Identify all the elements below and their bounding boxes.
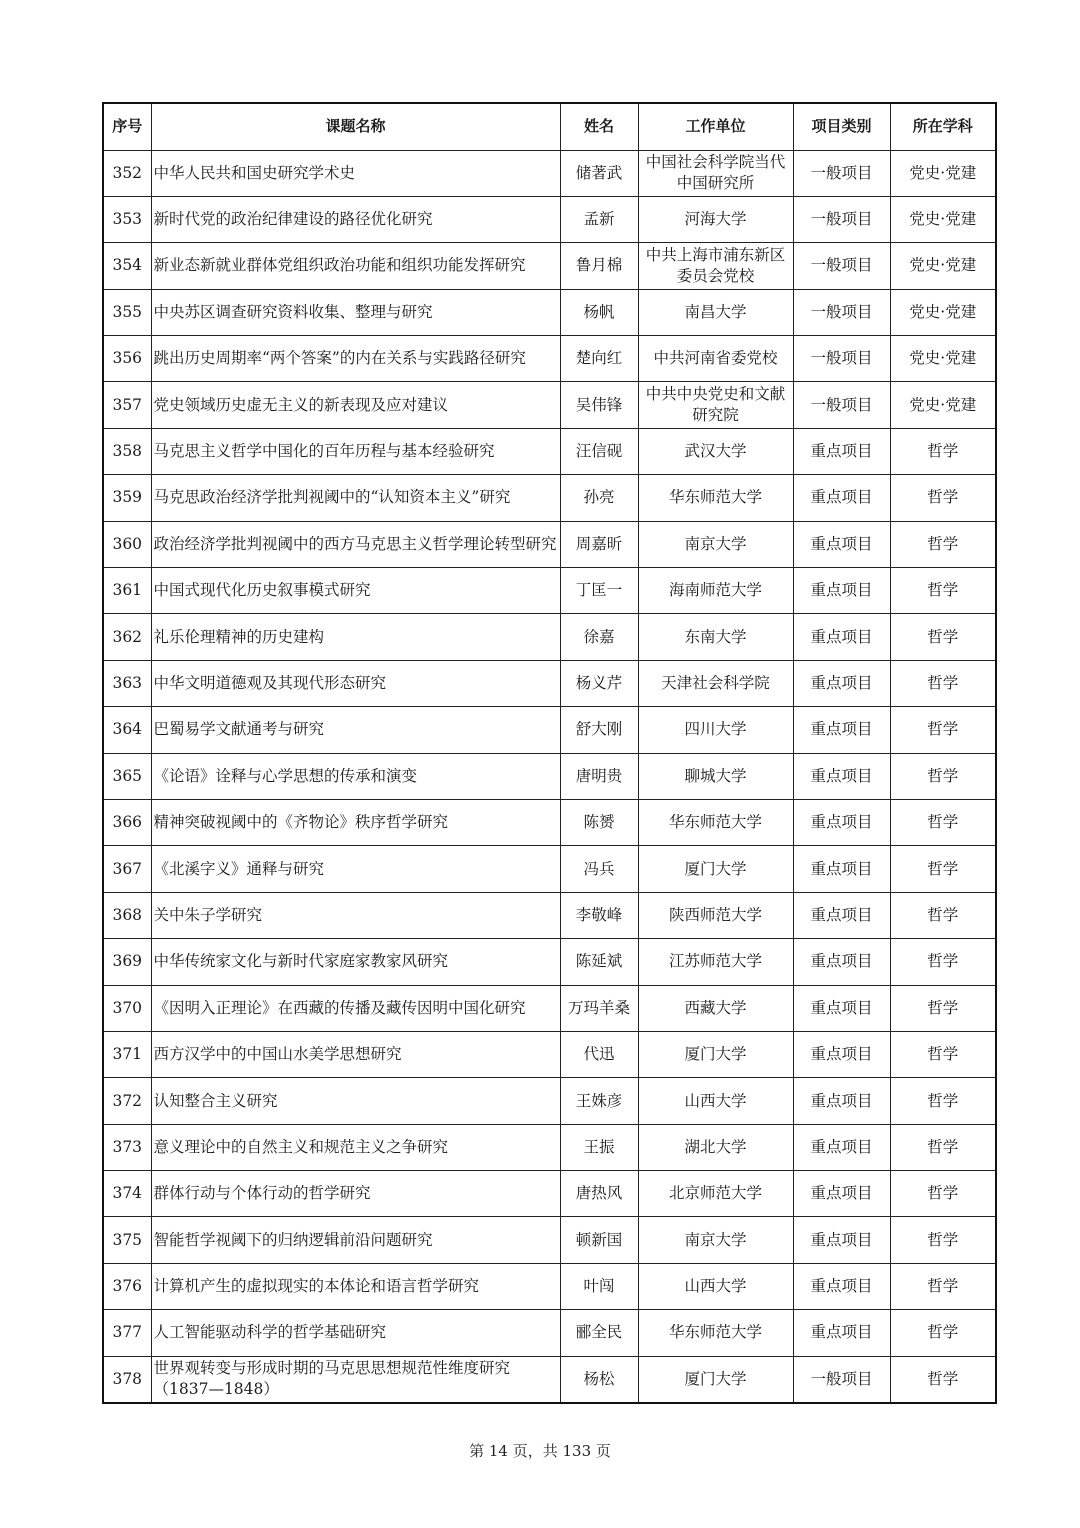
cell-unit: 中共上海市浦东新区委员会党校 bbox=[638, 243, 793, 289]
cell-type: 重点项目 bbox=[793, 1078, 890, 1124]
cell-unit: 东南大学 bbox=[638, 614, 793, 660]
cell-unit: 中共河南省委党校 bbox=[638, 336, 793, 382]
table-row bbox=[103, 243, 996, 289]
cell-title: 新时代党的政治纪律建设的路径优化研究 bbox=[151, 196, 560, 242]
cell-unit: 天津社会科学院 bbox=[638, 660, 793, 706]
cell-type: 一般项目 bbox=[793, 243, 890, 289]
table-row bbox=[103, 289, 996, 335]
header-unit: 工作单位 bbox=[638, 103, 793, 150]
cell-type: 重点项目 bbox=[793, 1217, 890, 1263]
cell-type: 重点项目 bbox=[793, 1171, 890, 1217]
cell-name: 杨义芹 bbox=[560, 660, 638, 706]
table-row bbox=[103, 428, 996, 474]
table-row bbox=[103, 846, 996, 892]
table-row bbox=[103, 1078, 996, 1124]
cell-field: 哲学 bbox=[890, 475, 996, 521]
cell-field: 哲学 bbox=[890, 1310, 996, 1356]
cell-serial: 362 bbox=[103, 614, 151, 660]
cell-title: 跳出历史周期率“两个答案”的内在关系与实践路径研究 bbox=[151, 336, 560, 382]
cell-field: 哲学 bbox=[890, 660, 996, 706]
cell-type: 一般项目 bbox=[793, 196, 890, 242]
cell-type: 重点项目 bbox=[793, 521, 890, 567]
cell-name: 周嘉昕 bbox=[560, 521, 638, 567]
cell-serial: 365 bbox=[103, 753, 151, 799]
cell-name: 楚向红 bbox=[560, 336, 638, 382]
table-row bbox=[103, 660, 996, 706]
table-row bbox=[103, 1263, 996, 1309]
cell-field: 党史·党建 bbox=[890, 150, 996, 196]
cell-field: 哲学 bbox=[890, 568, 996, 614]
cell-name: 储著武 bbox=[560, 150, 638, 196]
cell-type: 重点项目 bbox=[793, 614, 890, 660]
table-row bbox=[103, 1356, 996, 1402]
cell-type: 重点项目 bbox=[793, 799, 890, 845]
cell-field: 党史·党建 bbox=[890, 196, 996, 242]
cell-unit: 华东师范大学 bbox=[638, 799, 793, 845]
cell-serial: 358 bbox=[103, 428, 151, 474]
cell-name: 陈延斌 bbox=[560, 939, 638, 985]
cell-serial: 356 bbox=[103, 336, 151, 382]
table-row bbox=[103, 1310, 996, 1356]
cell-unit: 厦门大学 bbox=[638, 846, 793, 892]
cell-unit: 聊城大学 bbox=[638, 753, 793, 799]
cell-field: 哲学 bbox=[890, 799, 996, 845]
table-row bbox=[103, 892, 996, 938]
cell-title: 《论语》诠释与心学思想的传承和演变 bbox=[151, 753, 560, 799]
cell-type: 重点项目 bbox=[793, 1124, 890, 1170]
cell-type: 一般项目 bbox=[793, 1356, 890, 1402]
cell-serial: 370 bbox=[103, 985, 151, 1031]
cell-name: 鲁月棉 bbox=[560, 243, 638, 289]
cell-title: 群体行动与个体行动的哲学研究 bbox=[151, 1171, 560, 1217]
cell-title: 世界观转变与形成时期的马克思思想规范性维度研究（1837—1848） bbox=[151, 1356, 560, 1402]
table-row bbox=[103, 521, 996, 567]
table-row bbox=[103, 475, 996, 521]
table-row bbox=[103, 196, 996, 242]
cell-serial: 364 bbox=[103, 707, 151, 753]
cell-serial: 357 bbox=[103, 382, 151, 428]
cell-unit: 中共中央党史和文献研究院 bbox=[638, 382, 793, 428]
cell-field: 哲学 bbox=[890, 1031, 996, 1077]
cell-title: 新业态新就业群体党组织政治功能和组织功能发挥研究 bbox=[151, 243, 560, 289]
cell-title: 马克思主义哲学中国化的百年历程与基本经验研究 bbox=[151, 428, 560, 474]
cell-title: 西方汉学中的中国山水美学思想研究 bbox=[151, 1031, 560, 1077]
cell-name: 孙亮 bbox=[560, 475, 638, 521]
cell-title: 马克思政治经济学批判视阈中的“认知资本主义”研究 bbox=[151, 475, 560, 521]
cell-field: 党史·党建 bbox=[890, 382, 996, 428]
page-footer: 第 14 页，共 133 页 bbox=[469, 1442, 611, 1460]
cell-type: 重点项目 bbox=[793, 475, 890, 521]
cell-field: 哲学 bbox=[890, 707, 996, 753]
cell-unit: 河海大学 bbox=[638, 196, 793, 242]
cell-type: 重点项目 bbox=[793, 1031, 890, 1077]
cell-unit: 厦门大学 bbox=[638, 1031, 793, 1077]
cell-field: 哲学 bbox=[890, 1217, 996, 1263]
cell-type: 重点项目 bbox=[793, 707, 890, 753]
cell-title: 中国式现代化历史叙事模式研究 bbox=[151, 568, 560, 614]
cell-title: 智能哲学视阈下的归纳逻辑前沿问题研究 bbox=[151, 1217, 560, 1263]
cell-field: 哲学 bbox=[890, 985, 996, 1031]
table-row bbox=[103, 336, 996, 382]
cell-field: 哲学 bbox=[890, 614, 996, 660]
cell-serial: 374 bbox=[103, 1171, 151, 1217]
cell-field: 党史·党建 bbox=[890, 336, 996, 382]
cell-title: 计算机产生的虚拟现实的本体论和语言哲学研究 bbox=[151, 1263, 560, 1309]
cell-unit: 南京大学 bbox=[638, 521, 793, 567]
cell-name: 吴伟锋 bbox=[560, 382, 638, 428]
cell-serial: 378 bbox=[103, 1356, 151, 1402]
cell-name: 李敬峰 bbox=[560, 892, 638, 938]
table-row bbox=[103, 1217, 996, 1263]
cell-name: 唐热风 bbox=[560, 1171, 638, 1217]
cell-title: 《因明入正理论》在西藏的传播及藏传因明中国化研究 bbox=[151, 985, 560, 1031]
cell-field: 党史·党建 bbox=[890, 289, 996, 335]
table-row bbox=[103, 799, 996, 845]
cell-title: 中央苏区调查研究资料收集、整理与研究 bbox=[151, 289, 560, 335]
cell-name: 杨松 bbox=[560, 1356, 638, 1402]
project-table bbox=[102, 102, 997, 1404]
cell-type: 重点项目 bbox=[793, 846, 890, 892]
table-row bbox=[103, 939, 996, 985]
table-row bbox=[103, 150, 996, 196]
cell-type: 重点项目 bbox=[793, 985, 890, 1031]
cell-name: 丁匡一 bbox=[560, 568, 638, 614]
cell-name: 代迅 bbox=[560, 1031, 638, 1077]
cell-title: 中华人民共和国史研究学术史 bbox=[151, 150, 560, 196]
cell-unit: 陕西师范大学 bbox=[638, 892, 793, 938]
cell-serial: 377 bbox=[103, 1310, 151, 1356]
cell-field: 哲学 bbox=[890, 1263, 996, 1309]
table-row bbox=[103, 568, 996, 614]
cell-unit: 海南师范大学 bbox=[638, 568, 793, 614]
cell-unit: 山西大学 bbox=[638, 1263, 793, 1309]
cell-serial: 369 bbox=[103, 939, 151, 985]
cell-title: 礼乐伦理精神的历史建构 bbox=[151, 614, 560, 660]
cell-serial: 375 bbox=[103, 1217, 151, 1263]
cell-serial: 376 bbox=[103, 1263, 151, 1309]
cell-serial: 360 bbox=[103, 521, 151, 567]
cell-field: 哲学 bbox=[890, 521, 996, 567]
table-row bbox=[103, 614, 996, 660]
cell-type: 一般项目 bbox=[793, 336, 890, 382]
cell-title: 政治经济学批判视阈中的西方马克思主义哲学理论转型研究 bbox=[151, 521, 560, 567]
header-field: 所在学科 bbox=[890, 103, 996, 150]
header-serial: 序号 bbox=[103, 103, 151, 150]
table-row bbox=[103, 707, 996, 753]
cell-title: 人工智能驱动科学的哲学基础研究 bbox=[151, 1310, 560, 1356]
cell-type: 重点项目 bbox=[793, 753, 890, 799]
table-body bbox=[103, 150, 996, 1403]
cell-title: 意义理论中的自然主义和规范主义之争研究 bbox=[151, 1124, 560, 1170]
cell-name: 舒大刚 bbox=[560, 707, 638, 753]
cell-name: 叶闯 bbox=[560, 1263, 638, 1309]
cell-serial: 353 bbox=[103, 196, 151, 242]
cell-serial: 368 bbox=[103, 892, 151, 938]
cell-title: 《北溪字义》通释与研究 bbox=[151, 846, 560, 892]
cell-title: 巴蜀易学文献通考与研究 bbox=[151, 707, 560, 753]
table-row bbox=[103, 1031, 996, 1077]
cell-unit: 湖北大学 bbox=[638, 1124, 793, 1170]
cell-title: 认知整合主义研究 bbox=[151, 1078, 560, 1124]
cell-type: 重点项目 bbox=[793, 568, 890, 614]
cell-type: 重点项目 bbox=[793, 660, 890, 706]
cell-serial: 366 bbox=[103, 799, 151, 845]
cell-unit: 北京师范大学 bbox=[638, 1171, 793, 1217]
cell-unit: 武汉大学 bbox=[638, 428, 793, 474]
header-title: 课题名称 bbox=[151, 103, 560, 150]
header-name: 姓名 bbox=[560, 103, 638, 150]
cell-field: 哲学 bbox=[890, 1078, 996, 1124]
table-header-row bbox=[103, 103, 996, 150]
cell-serial: 371 bbox=[103, 1031, 151, 1077]
cell-serial: 361 bbox=[103, 568, 151, 614]
cell-unit: 山西大学 bbox=[638, 1078, 793, 1124]
cell-name: 万玛羊桑 bbox=[560, 985, 638, 1031]
cell-unit: 厦门大学 bbox=[638, 1356, 793, 1402]
cell-type: 重点项目 bbox=[793, 892, 890, 938]
cell-type: 重点项目 bbox=[793, 939, 890, 985]
cell-serial: 372 bbox=[103, 1078, 151, 1124]
cell-field: 哲学 bbox=[890, 846, 996, 892]
cell-unit: 西藏大学 bbox=[638, 985, 793, 1031]
cell-field: 哲学 bbox=[890, 428, 996, 474]
cell-serial: 354 bbox=[103, 243, 151, 289]
cell-type: 重点项目 bbox=[793, 428, 890, 474]
cell-name: 郦全民 bbox=[560, 1310, 638, 1356]
cell-field: 哲学 bbox=[890, 939, 996, 985]
cell-field: 哲学 bbox=[890, 1171, 996, 1217]
cell-title: 关中朱子学研究 bbox=[151, 892, 560, 938]
cell-type: 一般项目 bbox=[793, 150, 890, 196]
cell-field: 哲学 bbox=[890, 892, 996, 938]
table-row bbox=[103, 382, 996, 428]
cell-type: 一般项目 bbox=[793, 382, 890, 428]
table-row bbox=[103, 985, 996, 1031]
cell-unit: 中国社会科学院当代中国研究所 bbox=[638, 150, 793, 196]
cell-unit: 南京大学 bbox=[638, 1217, 793, 1263]
cell-unit: 江苏师范大学 bbox=[638, 939, 793, 985]
cell-field: 哲学 bbox=[890, 1124, 996, 1170]
cell-type: 重点项目 bbox=[793, 1310, 890, 1356]
cell-field: 哲学 bbox=[890, 1356, 996, 1402]
cell-name: 杨帆 bbox=[560, 289, 638, 335]
cell-type: 一般项目 bbox=[793, 289, 890, 335]
cell-unit: 华东师范大学 bbox=[638, 475, 793, 521]
cell-serial: 363 bbox=[103, 660, 151, 706]
cell-name: 汪信砚 bbox=[560, 428, 638, 474]
cell-serial: 352 bbox=[103, 150, 151, 196]
cell-serial: 355 bbox=[103, 289, 151, 335]
cell-type: 重点项目 bbox=[793, 1263, 890, 1309]
cell-unit: 四川大学 bbox=[638, 707, 793, 753]
cell-title: 党史领域历史虚无主义的新表现及应对建议 bbox=[151, 382, 560, 428]
cell-unit: 华东师范大学 bbox=[638, 1310, 793, 1356]
cell-name: 徐嘉 bbox=[560, 614, 638, 660]
cell-title: 中华传统家文化与新时代家庭家教家风研究 bbox=[151, 939, 560, 985]
table-row bbox=[103, 1171, 996, 1217]
table-row bbox=[103, 1124, 996, 1170]
cell-title: 精神突破视阈中的《齐物论》秩序哲学研究 bbox=[151, 799, 560, 845]
cell-serial: 373 bbox=[103, 1124, 151, 1170]
cell-name: 顿新国 bbox=[560, 1217, 638, 1263]
cell-name: 唐明贵 bbox=[560, 753, 638, 799]
cell-field: 哲学 bbox=[890, 753, 996, 799]
cell-serial: 367 bbox=[103, 846, 151, 892]
cell-field: 党史·党建 bbox=[890, 243, 996, 289]
cell-unit: 南昌大学 bbox=[638, 289, 793, 335]
cell-title: 中华文明道德观及其现代形态研究 bbox=[151, 660, 560, 706]
cell-serial: 359 bbox=[103, 475, 151, 521]
cell-name: 陈赟 bbox=[560, 799, 638, 845]
header-type: 项目类别 bbox=[793, 103, 890, 150]
table-row bbox=[103, 753, 996, 799]
cell-name: 孟新 bbox=[560, 196, 638, 242]
cell-name: 王振 bbox=[560, 1124, 638, 1170]
cell-name: 冯兵 bbox=[560, 846, 638, 892]
cell-name: 王姝彦 bbox=[560, 1078, 638, 1124]
